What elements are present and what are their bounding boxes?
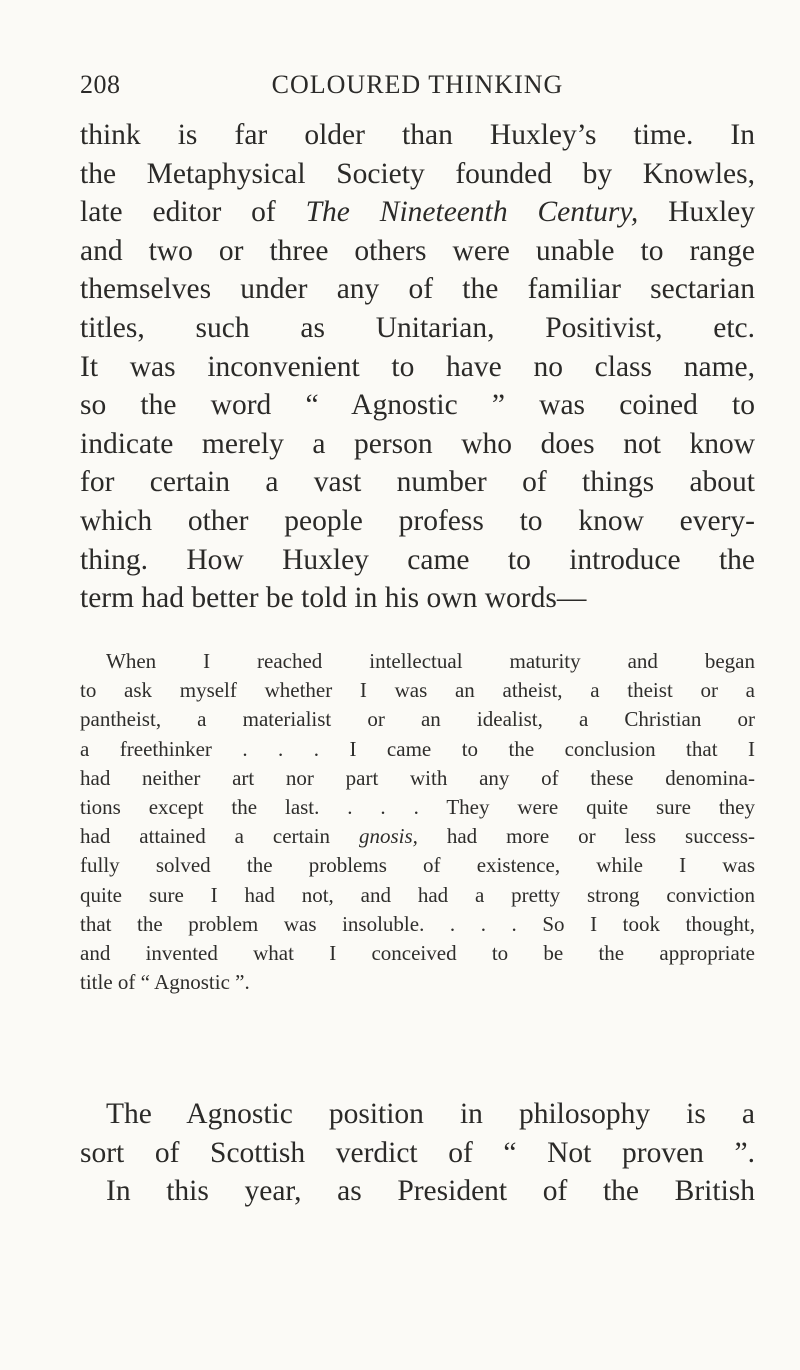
text-line: titles, such as Unitarian, Positivist, etc. — [80, 311, 755, 344]
text-line — [80, 193, 755, 232]
quote-line: fully solved the problems of existence, while I was — [80, 853, 755, 878]
closing-paragraph — [80, 1095, 755, 1211]
text-line: think is far older than Huxley’s time. In — [80, 119, 755, 151]
text-span: Huxley — [638, 196, 755, 229]
text-line: and two or three others were unable to range — [80, 234, 755, 267]
text-line: The Agnostic position in philosophy is a — [106, 1098, 755, 1130]
text-line: term had better be told in his own words— — [80, 582, 587, 615]
quote-line: to ask myself whether I was an atheist, a theist or a — [80, 678, 755, 703]
quote-line: title of “ Agnostic ”. — [80, 970, 250, 995]
quote-line: a freethinker . . . I came to the conclusion that I — [80, 736, 755, 761]
text-line: thing. How Huxley came to introduce the — [80, 543, 755, 576]
italic-word: gnosis, — [358, 824, 418, 849]
quote-line — [80, 822, 755, 851]
text-line: the Metaphysical Society founded by Knowles, — [80, 157, 755, 190]
text-line: for certain a vast number of things about — [80, 466, 755, 499]
text-line: so the word “ Agnostic ” was coined to — [80, 389, 755, 422]
text-line: It was inconvenient to have no class name, — [80, 350, 755, 383]
quote-line: tions except the last. . . . They were quite sure they — [80, 795, 755, 820]
text-line: themselves under any of the familiar sectarian — [80, 273, 755, 306]
block-quote — [80, 647, 755, 997]
quote-line: had neither art nor part with any of these denomina- — [80, 765, 755, 790]
book-page — [80, 0, 755, 1370]
quote-line: quite sure I had not, and had a pretty strong conviction — [80, 882, 755, 907]
quote-line: that the problem was insoluble. . . . So I took thought, — [80, 911, 755, 936]
page-number: 208 — [80, 70, 121, 99]
quote-line: pantheist, a materialist or an idealist, a Christian or — [80, 707, 755, 732]
page-title: COLOURED THINKING — [271, 70, 564, 99]
text-line: which other people profess to know every- — [80, 504, 755, 537]
body-paragraph — [80, 116, 755, 618]
text-line: In this year, as President of the British — [106, 1175, 755, 1208]
quote-line: When I reached intellectual maturity and began — [106, 649, 755, 673]
text-line: sort of Scottish verdict of “ Not proven ”. — [80, 1136, 755, 1169]
text-span: late editor of — [80, 196, 306, 229]
text-span: had more or less success- — [417, 824, 755, 849]
italic-title: The Nineteenth Century, — [305, 196, 639, 229]
text-line: indicate merely a person who does not know — [80, 427, 755, 460]
running-head — [80, 70, 755, 110]
quote-line: and invented what I conceived to be the appropriate — [80, 941, 755, 966]
text-span: had attained a certain — [80, 824, 359, 849]
